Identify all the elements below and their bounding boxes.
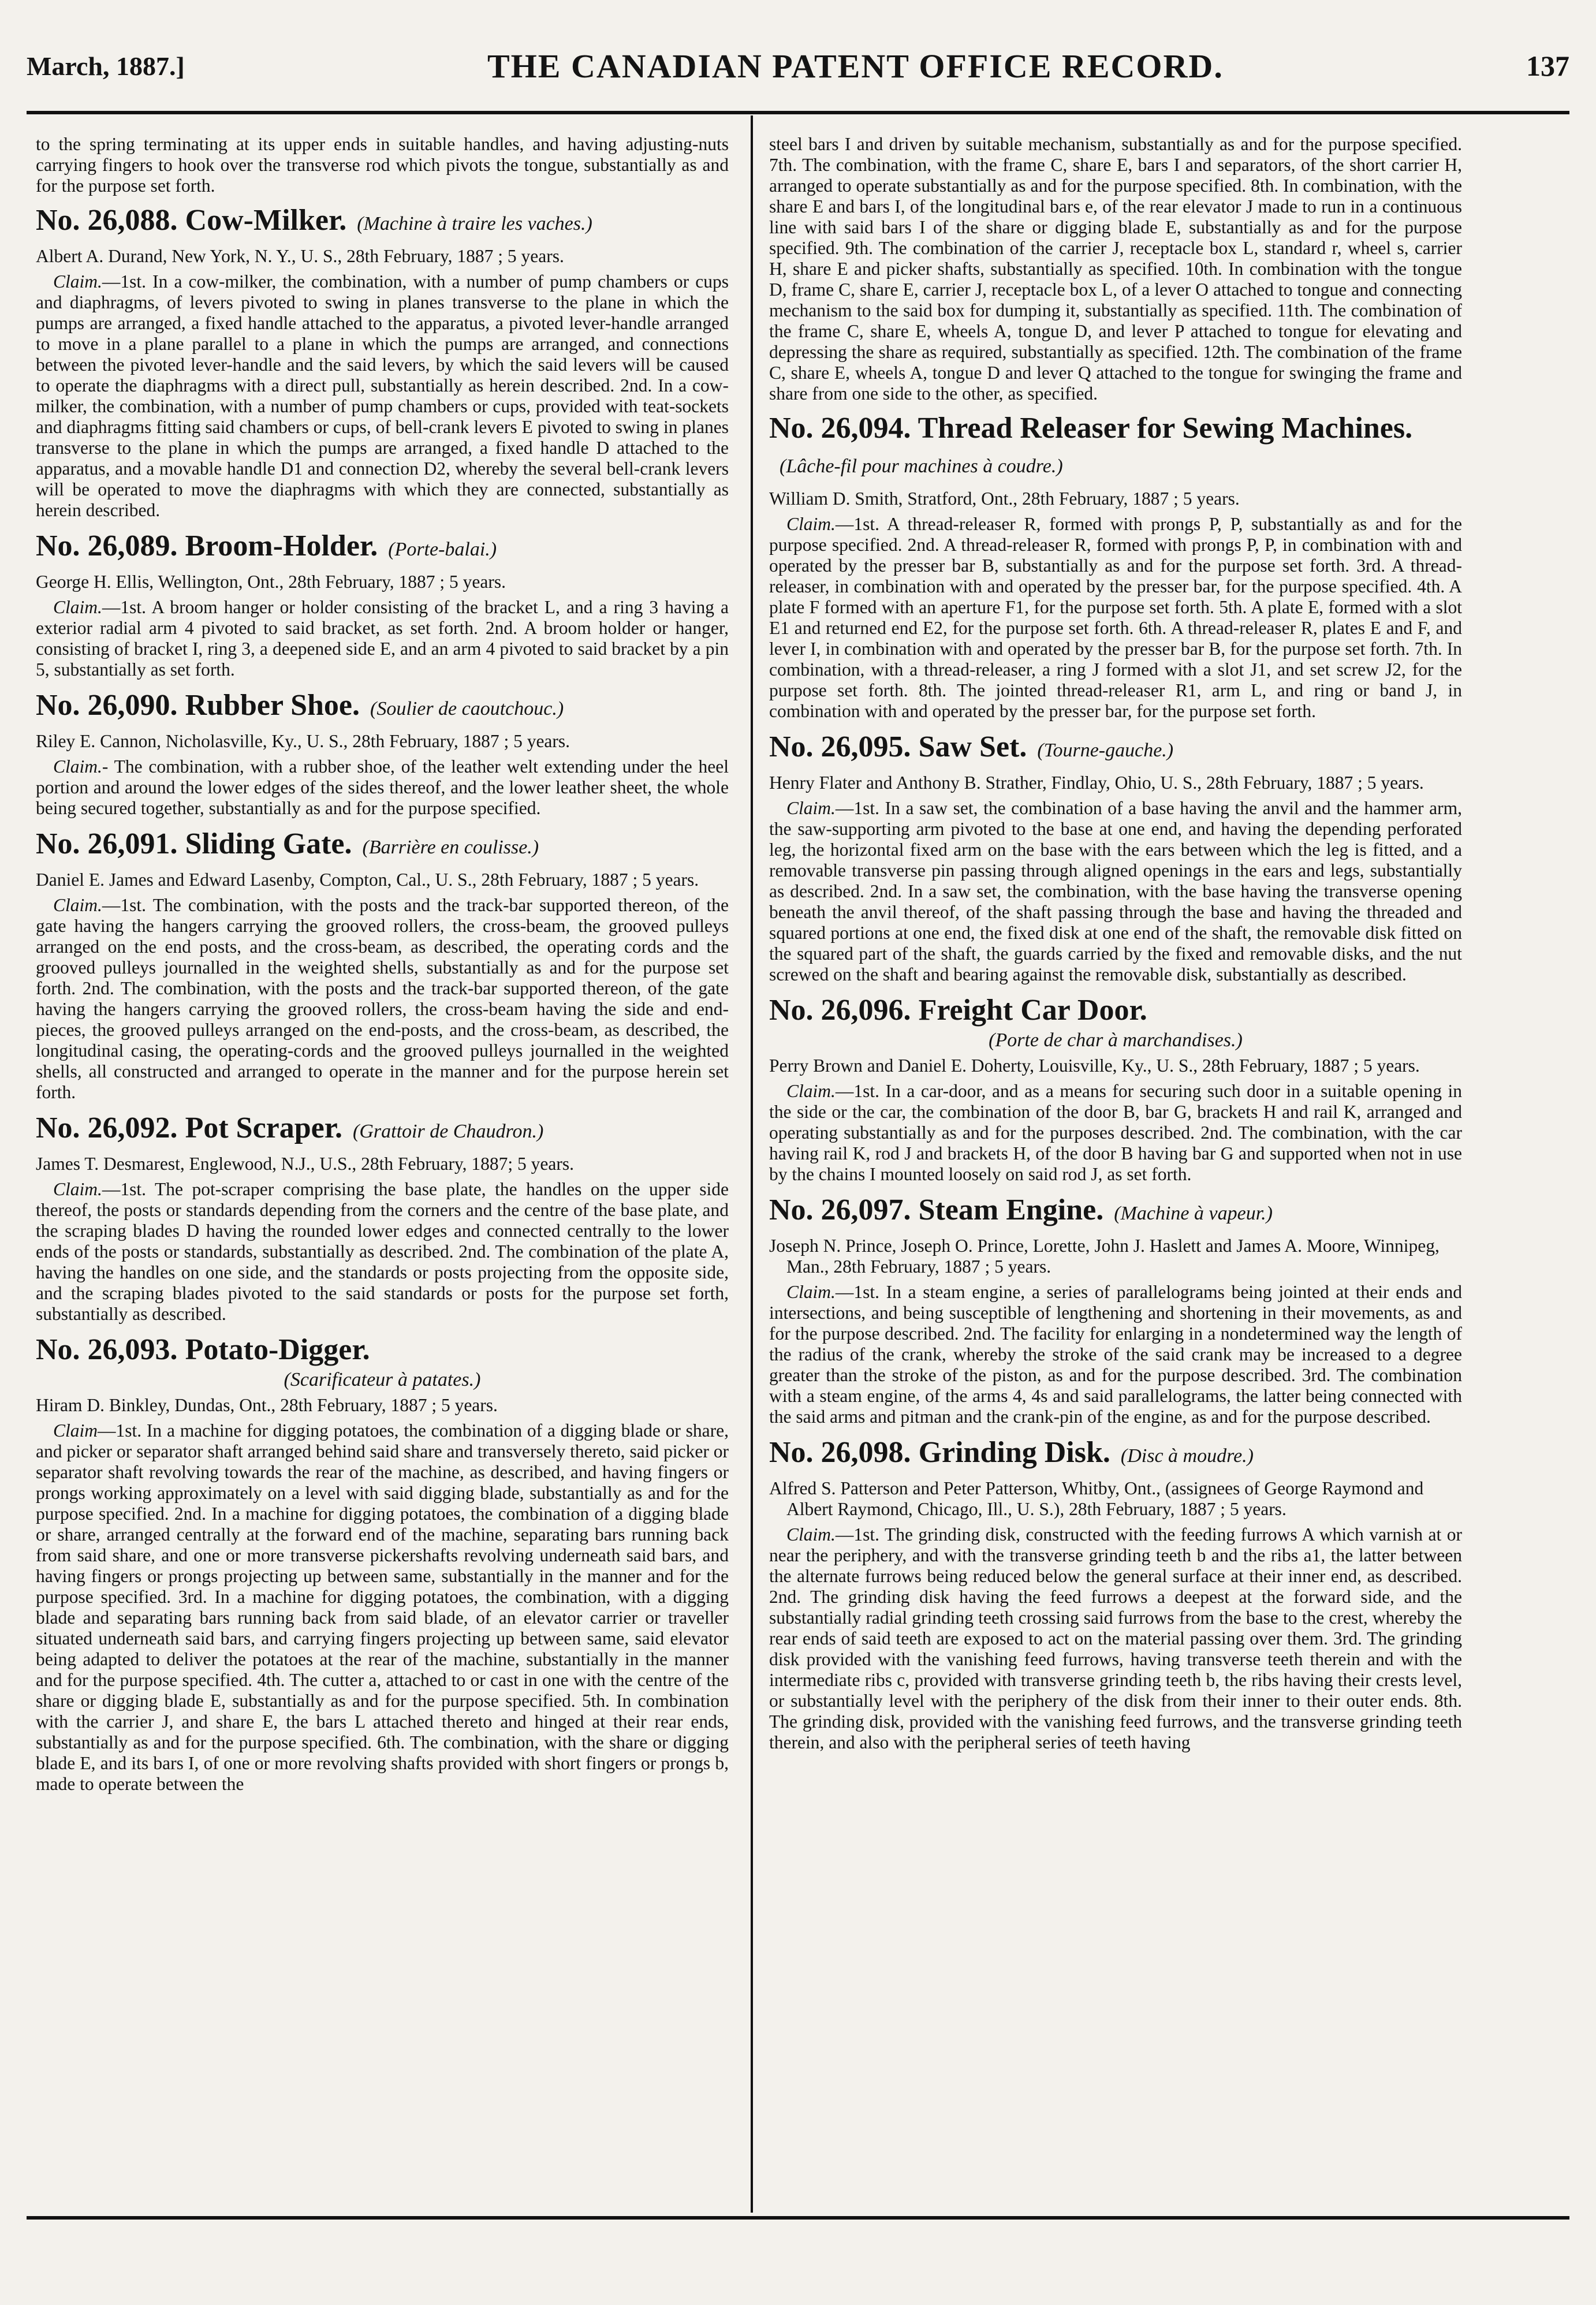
patent-title: Freight Car Door. [918, 994, 1147, 1027]
claim-text [769, 1282, 1462, 1427]
claim-body: —1st. The grinding disk, constructed with the feeding furrows A which varnish at or near the periphery, and with the transverse grinding teeth b and the ribs a1, the latter between the alternate furrows being reduced below the general surface at their inner end, as described. 2nd. The grinding disk having the feed furrows a deepest at the forward side, and the substantially radial grinding teeth crossing said furrows from the base to the crest, whereby the rear ends of said teeth are exposed to act on the material passing over them. 3rd. The grinding disk provided with the vanishing feed furrows, having transverse teeth therein and with the intermediate ribs c, provided with transverse grinding teeth b, the ribs having their crests level, or substantially level with the periphery of the disk from their inner to their outer ends. 8th. The grinding disk, provided with the vanishing feed furrows, and the transverse grinding teeth therein, and also with the peripheral series of teeth having [769, 1524, 1462, 1752]
claim-text [36, 895, 729, 1103]
patent-heading [769, 411, 1462, 484]
column-divider [751, 115, 753, 2213]
french-title: (Grattoir de Chaudron.) [353, 1121, 544, 1142]
patent-title: Cow-Milker. [185, 204, 347, 237]
claim-label: Claim. [786, 1081, 836, 1101]
claim-body: —1st. In a cow-milker, the combination, with a number of pump chambers or cups and diaphragms, of levers pivoted to swing in planes transverse to the plane in which the pumps are arranged, a fixed handle attached to the apparatus, a pivoted lever-handle arranged to move in a plane parallel to a plane in which the pumps are arranged, and connections between the pivoted lever-handle and the said levers, by which the said levers will be caused to operate the diaphragms with a direct pull, substantially as herein described. 2nd. In a cow-milker, the combination, with a number of pump chambers or cups, provided with teat-sockets and diaphragms fitting said chambers or cups, of bell-crank levers E pivoted to swing in planes transverse to the plane in which the pumps are arranged, a fixed handle D attached to the apparatus, and a movable handle D1 and connection D2, whereby the several bell-crank levers will be operated to move the diaphragms with which they are connected, substantially as herein described. [36, 271, 729, 520]
claim-text [769, 1524, 1462, 1753]
patent-entry [769, 1435, 1462, 1753]
left-column [36, 134, 729, 2207]
patent-number: No. 26,097. [769, 1193, 911, 1226]
claim-label: Claim. [53, 756, 102, 777]
inventor-line: Henry Flater and Anthony B. Strather, Findlay, Ohio, U. S., 28th February, 1887 ; 5 years. [769, 773, 1424, 793]
claim-body: —1st. In a steam engine, a series of parallelograms being jointed at their ends and intersections, and being susceptible of lengthening and shortening in their movements, as and for the purpose described. 2nd. The facility for enlarging in a nondetermined way the length of the radius of the crank, whereby the stroke of the said crank may be increased to a degree greater than the stroke of the piston, as and for the purpose described. 3rd. The combination with a steam engine, of the arms 4, 4s and said parallelograms, the latter being connected with the said arms and pitman and the crank-pin of the engine, as and for the purpose described. [769, 1282, 1462, 1427]
patent-entry [36, 827, 729, 1103]
header-title: THE CANADIAN PATENT OFFICE RECORD. [487, 47, 1224, 85]
patent-entry [36, 529, 729, 680]
inventor-line: Albert A. Durand, New York, N. Y., U. S., 28th February, 1887 ; 5 years. [36, 246, 564, 266]
claim-body: —1st. In a machine for digging potatoes, the combination of a digging blade or share, and picker or separator shaft arranged behind said share and transversely thereto, said picker or separator shaft revolving towards the rear of the machine, as described, and having fingers or prongs working approximately on a level with said digging blade, substantially as and for the purpose specified. 2nd. In a machine for digging potatoes, the combination of a digging blade or share, arranged centrally at the forward end of the machine, separating bars running back from said share, and one or more transverse pickershafts revolving underneath said bars, and having fingers or prongs projecting up between same, substantially in the manner and for the purpose specified. 3rd. In a machine for digging potatoes, the combination, with a digging blade and separating bars running back from said blade, of an elevator carrier or traveller situated underneath said bars, and carrying fingers projecting up between same, said elevator being adapted to deliver the potatoes at the rear of the machine, substantially in the manner and for the purpose specified. 4th. The cutter a, attached to or cast in one with the centre of the share or digging blade E, substantially as and for the purpose specified. 5th. In combination with the carrier J, and share E, the bars L attached thereto and hinged at their rear ends, substantially as and for the purpose specified. 6th. The combination, with the share or digging blade E, and its bars I, of one or more revolving shafts provided with short fingers or prongs b, made to operate between the [36, 1420, 729, 1794]
patent-title: Broom-Holder. [185, 529, 378, 562]
patent-entry [769, 993, 1462, 1185]
claim-text [36, 1179, 729, 1325]
patent-title: Grinding Disk. [918, 1436, 1110, 1469]
french-title-line [36, 1370, 729, 1390]
patent-number: No. 26,095. [769, 730, 911, 763]
claim-label: Claim. [786, 514, 836, 534]
right-column [769, 134, 1462, 2207]
french-title: (Porte de char à marchandises.) [989, 1030, 1243, 1051]
patent-entry [769, 730, 1462, 985]
patent-entry [36, 1111, 729, 1325]
patent-heading [769, 993, 1462, 1028]
claim-label: Claim. [53, 597, 102, 617]
claim-text [769, 1081, 1462, 1185]
header-date: March, 1887.] [27, 51, 185, 81]
patent-heading [36, 1333, 729, 1367]
patent-heading [769, 1435, 1462, 1474]
claim-body: —1st. In a car-door, and as a means for securing such door in a suitable opening in the side or the car, the combination of the door B, bar G, brackets H and rail K, arranged and operating substantially as and for the purposes described. 2nd. The combination, with the car having rail K, rod J and brackets H, of the door B having bar G and supported when not in use by the chains I mounted loosely on said rod J, as set forth. [769, 1081, 1462, 1184]
patent-entry [36, 203, 729, 521]
claim-label: Claim. [53, 895, 102, 915]
french-title: (Tourne-gauche.) [1037, 740, 1174, 761]
inventor-line: William D. Smith, Stratford, Ont., 28th February, 1887 ; 5 years. [769, 488, 1240, 509]
patent-number: No. 26,088. [36, 204, 178, 237]
patent-number: No. 26,094. [769, 412, 911, 445]
patent-entry [36, 688, 729, 819]
patent-number: No. 26,092. [36, 1112, 178, 1144]
french-title: (Machine à vapeur.) [1114, 1203, 1273, 1224]
patent-number: No. 26,096. [769, 994, 911, 1027]
patent-title: Potato-Digger. [185, 1333, 370, 1366]
claim-body: - The combination, with a rubber shoe, of the leather welt extending under the heel portion and around the lower edges of the sides thereof, and the lower leather sheet, the whole being secured together, substantially as and for the purpose specified. [36, 756, 729, 818]
french-title: (Barrière en coulisse.) [362, 837, 539, 858]
patent-title: Pot Scraper. [185, 1112, 343, 1144]
patent-entry [36, 1333, 729, 1795]
french-title: (Scarificateur à patates.) [284, 1369, 481, 1390]
claim-body: —1st. The combination, with the posts and the track-bar supported thereon, of the gate having the hangers carrying the grooved rollers, the cross-beam, the grooved pulleys arranged on the end posts, and the cross-beam, as described, the operating cords and the grooved pulleys journalled in the weighted shells, substantially as and for the purpose set forth. 2nd. The combination, with the posts and the track-bar supported thereon, of the gate having the hangers carrying the grooved rollers, the cross-beam having the side and end-pieces, the grooved pulleys arranged on the end-posts, and the cross-beam, as described, the longitudinal casing, the operating-cords and the grooved pulleys journalled in the weighted shells, all constructed and arranged to operate in the manner and for the purpose herein set forth. [36, 895, 729, 1102]
claim-text [36, 756, 729, 819]
patent-number: No. 26,091. [36, 827, 178, 860]
patent-title: Thread Releaser for Sewing Machines. [918, 412, 1413, 445]
patent-heading [769, 730, 1462, 768]
claim-label: Claim [53, 1420, 98, 1441]
claim-label: Claim. [53, 1179, 102, 1199]
claim-body: —1st. The pot-scraper comprising the base plate, the handles on the upper side thereof, the posts or standards depending from the corners and the centre of the base plate, and the scraping blades D having the rounded lower edges and connected centrally to the lower ends of the posts or standards, substantially as described. 2nd. The combination of the plate A, having the handles on one side, and the standards or posts projecting from the opposite side, and the scraping blades pivoted to the said standards or posts for the purpose set forth, substantially as described. [36, 1179, 729, 1324]
patent-entry [769, 411, 1462, 722]
footer-rule [27, 2216, 1569, 2220]
patent-title: Sliding Gate. [185, 827, 352, 860]
patent-heading [769, 1193, 1462, 1231]
french-title: (Lâche-fil pour machines à coudre.) [780, 456, 1063, 477]
claim-text [36, 597, 729, 680]
patent-heading [36, 203, 729, 241]
claim-body: —1st. A broom hanger or holder consisting of the bracket L, and a ring 3 having a exterior radial arm 4 pivoted to said bracket, as set forth. 2nd. A broom holder or hanger, consisting of bracket I, ring 3, a deepened side E, and an arm 4 pivoted to said bracket by a pin 5, substantially as set forth. [36, 597, 729, 680]
inventor-line: James T. Desmarest, Englewood, N.J., U.S., 28th February, 1887; 5 years. [36, 1154, 575, 1174]
claim-label: Claim. [786, 798, 836, 818]
header-rule [27, 111, 1569, 114]
inventor-line: Riley E. Cannon, Nicholasville, Ky., U. S., 28th February, 1887 ; 5 years. [36, 731, 570, 751]
claim-label: Claim. [786, 1524, 836, 1545]
patent-title: Rubber Shoe. [185, 689, 360, 722]
patent-heading [36, 1111, 729, 1149]
patent-title: Steam Engine. [918, 1193, 1104, 1226]
french-title: (Disc à moudre.) [1120, 1445, 1254, 1467]
claim-label: Claim. [53, 271, 102, 292]
french-title: (Porte-balai.) [388, 539, 497, 560]
inventor-line: Alfred S. Patterson and Peter Patterson, Whitby, Ont., (assignees of George Raymond and Albert Raymond, Chicago, Ill., U. S.), 28th February, 1887 ; 5 years. [769, 1478, 1424, 1519]
patent-heading [36, 529, 729, 567]
patent-heading [36, 827, 729, 865]
french-title: (Soulier de caoutchouc.) [370, 698, 564, 719]
claim-text [769, 798, 1462, 985]
patent-entry [769, 1193, 1462, 1427]
patent-number: No. 26,093. [36, 1333, 178, 1366]
french-title-line [769, 1030, 1462, 1051]
patent-number: No. 26,090. [36, 689, 178, 722]
claim-label: Claim. [786, 1282, 836, 1302]
claim-text [769, 514, 1462, 722]
patent-title: Saw Set. [918, 730, 1027, 763]
patent-number: No. 26,098. [769, 1436, 911, 1469]
claim-body: —1st. In a saw set, the combination of a base having the anvil and the hammer arm, the saw-supporting arm pivoted to the base at one end, and having the depending perforated leg, the horizontal fixed arm on the base with the ears between which the leg is fitted, and a removable transverse pin passing through aligned openings in the ears and legs, substantially as described. 2nd. In a saw set, the combination, with the base having the transverse opening beneath the anvil thereof, of the shaft passing through the base and having the threaded and squared portions at one end, the fixed disk at one end of the shaft, the removable disk fitted on the squared part of the shaft, the guards carried by the fixed and removable disks, and the nut screwed on the shaft and bearing against the removable disk, substantially as described. [769, 798, 1462, 984]
patent-number: No. 26,089. [36, 529, 178, 562]
french-title: (Machine à traire les vaches.) [357, 213, 592, 234]
inventor-line: Daniel E. James and Edward Lasenby, Compton, Cal., U. S., 28th February, 1887 ; 5 years. [36, 870, 699, 890]
continuation-text: to the spring terminating at its upper ends in suitable handles, and having adjusting-nuts carrying fingers to hook over the transverse rod which pivots the tongue, substantially as and for the purpose set forth. [36, 134, 729, 196]
inventor-line: George H. Ellis, Wellington, Ont., 28th February, 1887 ; 5 years. [36, 572, 506, 592]
claim-text [36, 271, 729, 521]
inventor-line: Perry Brown and Daniel E. Doherty, Louisville, Ky., U. S., 28th February, 1887 ; 5 years. [769, 1055, 1420, 1076]
claim-body: —1st. A thread-releaser R, formed with prongs P, P, substantially as and for the purpose specified. 2nd. A thread-releaser R, formed with prongs P, P, in combination with and operated by the presser bar B, substantially as and for the purpose set forth. 3rd. A thread-releaser, in combination with and operated by the presser bar, for the purpose specified. 4th. A plate F formed with an aperture F1, for the purpose set forth. 5th. A plate E, formed with a slot E1 and returned end E2, for the purpose set forth. 6th. A thread-releaser R, plates E and F, and lever I, in combination with and operated by the presser bar B, for the purpose set forth. 7th. In combination, with a thread-releaser, a ring J formed with a slot J1, and set screw J2, for the purpose set forth. 8th. The jointed thread-releaser R1, arm L, and ring or band J, in combination with and operated by the presser bar, for the purpose set forth. [769, 514, 1462, 721]
inventor-line: Hiram D. Binkley, Dundas, Ont., 28th February, 1887 ; 5 years. [36, 1395, 498, 1415]
patent-heading [36, 688, 729, 726]
inventor-line: Joseph N. Prince, Joseph O. Prince, Lorette, John J. Haslett and James A. Moore, Winnipeg, Man., 28th February, 1887 ; 5 years. [769, 1236, 1440, 1277]
continuation-text: steel bars I and driven by suitable mechanism, substantially as and for the purpose specified. 7th. The combination, with the frame C, share E, bars I and separators, of the short carrier H, arranged to operate substantially as and for the purpose specified. 8th. In combination, with the share E and bars I, of the longitudinal bars e, of the rear elevator J made to run in a continuous line with said bars I of the share or digging blade E, substantially as and for the purpose specified. 9th. The combination of the carrier J, receptacle box L, standard r, wheel s, carrier H, share E and picker shafts, substantially as specified. 10th. In combination with the tongue D, frame C, share E, carrier J, receptacle box L, of a lever O attached to tongue and connecting mechanism to the said box for dumping it, substantially as specified. 11th. The combination of the frame C, share E, wheels A, tongue D, and lever P attached to tongue for elevating and depressing the share as required, substantially as specified. 12th. The combination of the frame C, share E, wheels A, tongue D and lever Q attached to the tongue for swinging the frame and share from one side to the other, as specified. [769, 134, 1462, 404]
claim-text [36, 1420, 729, 1795]
page-number: 137 [1526, 50, 1569, 82]
page-header [27, 37, 1569, 95]
